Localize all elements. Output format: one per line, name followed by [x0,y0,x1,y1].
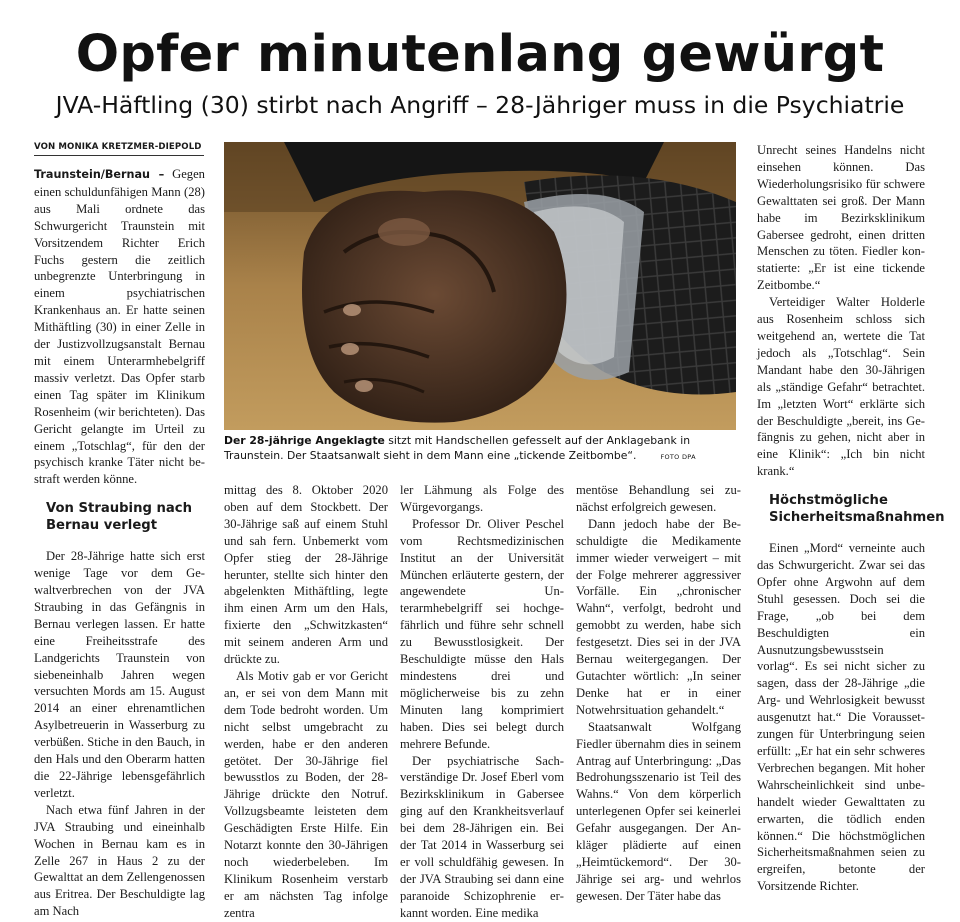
caption-lead: Der 28-jährige Angeklagte [224,434,385,447]
paragraph: Der 28-Jährige hatte sich erst wenige Tage vor dem Gewaltverbrechen von der JVA Straubing in das Gefängnis in Bernau verlegen lassen. Er hatte eine Freiheitsstrafe des Landgerichts Traunstein von siebeneinhalb Jahren wegen versuchten Mords am 15. August 2014 an einer ehrenamtlichen Asylbetreuerin in Wasserburg zu verbüßen. Stiche in den Bauch, in den Hals und den Oberarm hatten die 22-Jährige lebensgefährlich verletzt. [34,549,205,800]
dateline: Traunstein/Bernau – [34,168,165,181]
photo-caption [224,433,736,465]
section-heading-straubing: Von Straubing nach Bernau verlegt [46,501,192,534]
lead-text: Gegen einen schuldunfähigen Mann (28) aus Mali ordnete das Schwurgericht Traunstein mit Vorsitzendem Richter Erich Fuchs gestern die zeitlich unbegrenzte Unterbringung in einem psychiatrischen Krankenhaus an. Er hatte seinen Mithäftling (30) in einer Zelle in der Justizvollzugsanstalt Bernau mit einem Unterarmhebelgriff massiv verletzt. Das Opfer starb einen Tag später im Klinikum Rosenheim (wir berichteten). Das Gericht gelangte im Urteil zu einem „Totschlag“, für den der psychisch kranke Täter nicht bestraft werden könne. [34,167,205,487]
subheadline: JVA-Häftling (30) stirbt nach Angriff – 28-Jähriger muss in die Psychiatrie [55,91,905,119]
paragraph: Als Motiv gab er vor Gericht an, er sei von dem Mann mit dem Tode bedroht worden. Um nicht selbst umgebracht zu werden, habe er den anderen getötet. Der 30-Jährige fiel bewusstlos zu Boden, der 28-Jährige drückte den Notruf. Vollzugsbeamte leisteten dem Geschädigten Erste Hilfe. Ein Notarzt konnte den 30-Jährigen noch wiederbeleben. Im Klinikum Rosenheim verstarb er am nächsten Tag infolge zentra [224,668,388,920]
paragraph: mittag des 8. Oktober 2020 oben auf dem Stockbett. Der 30-Jährige saß auf einem Stuhl und sah fern. Unbemerkt vom Opfer stieg der 28-Jährige herunter, stellte sich hinter den abgelenkten Mithäftling, legte ihm einen Arm um den Hals, fixierte den „Schwitzkasten“ mit seinem anderen Arm und drückte zu. [224,483,388,667]
article-column-2 [224,482,388,922]
paragraph: Staatsanwalt Wolfgang Fiedler übernahm dies in seinem Antrag auf Unterbringung: „Das Bedrohungsszenario ist Teil des Wahns.“ Von dem körperlich unterlegenen Opfer sei keinerlei Gefahr ausgegangen. Der Ankläger plädierte auf einen „Heimtückemord“. Der 30-Jährige sei arg- und wehrlos gewesen. Der Täter habe das [576,719,741,903]
paragraph: Einen „Mord“ verneinte auch das Schwurgericht. Zwar sei das Opfer ohne Argwohn auf dem Stuhl gesessen. Doch sei die Frage, „ob bei dem Beschuldigten ein Ausnutzungsbewusstsein vorlag“. Es sei nicht sicher zu sagen, dass der 28-Jährige „die Arg- und Wehrlosigkeit bewusst ausgenutzt hat.“ Die Voraussetzungen für Unterbringung seien erfüllt: „Er hat ein sehr schweres Verbrechen begangen. Mit hoher Wahrscheinlichkeit sind unbehandelt wieder Gewalttaten zu erwarten, die tödlich enden können.“ Die höchstmöglichen Sicherheitsmaßnahmen seien zu ergreifen, betonte der Vorsitzende Richter. [757,541,925,894]
lead-paragraph [34,166,205,488]
handcuffed-hands-photo-icon [224,142,736,430]
headline: Opfer minutenlang gewürgt [75,25,885,84]
paragraph: Dann jedoch habe der Beschuldigte die Medikamente immer wieder verweigert – mit der Folge mehrerer aggressiver Vorfälle. Ein „chronischer Wahn“, verfolgt, bedroht und gemobbt zu werden, habe sich festgesetzt. Dies sei in der JVA Bernau weitergegangen. Der Gutachter wörtlich: „In seiner Denke hat er in einer Notwehrsituation gehandelt.“ [576,516,741,717]
article-column-4 [576,482,741,905]
paragraph: Nach etwa fünf Jahren in der JVA Straubing und eineinhalb Wochen in Bernau kam es in Zelle 267 in Haus 2 zu der Gewalttat an dem Zellengenossen aus Eritrea. Der Beschuldigte lag am Nach [34,802,205,919]
caption-text: sitzt mit Handschellen gefesselt auf der Anklagebank in Traunstein. Der Staatsanwalt sieht in dem Mann eine „tickende Zeitbombe“. [224,434,691,462]
photo-handcuffed-hands [224,142,736,430]
byline: VON MONIKA KRETZMER-DIEPOLD [34,142,204,156]
paragraph: Unrecht seines Handelns nicht einsehen können. Das Wiederholungsrisiko für schwere Gewalttaten sei groß. Der Mann habe im Bezirksklinikum Gabersee gedroht, einen dritten Menschen zu töten. Fiedler konstatierte: „Er ist eine tickende Zeitbombe.“ [757,143,925,293]
paragraph: Der psychiatrische Sachverständige Dr. Josef Eberl vom Bezirksklinikum in Gabersee ging auf den Krankheitsverlauf bei dem 28-Jährigen ein. Bei der Tat 2014 in Wasserburg sei er voll schuldfähig gewesen. In der JVA Straubing sei dann eine paranoide Schizophrenie erkannt worden. Eine medika [400,753,564,920]
article-column-3 [400,482,564,922]
paragraph: Verteidiger Walter Holderle aus Rosenheim schloss sich weitgehend an, wertete die Tat jedoch als „Totschlag“. Sein Mandant habe den 30-Jährigen als „ständige Gefahr“ betrachtet. Im „letzten Wort“ erklärte sich der Beschuldigte „bereit, ins Gefängnis zu gehen, nicht aber in eine Klinik“: „Ich bin nicht krank.“ [757,295,925,479]
article-column-1 [34,166,205,920]
section-heading-security: Höchstmögliche Sicherheitsmaßnahmen [769,493,945,526]
article-column-5 [757,142,945,895]
paragraph: ler Lähmung als Folge des Würgevorgangs. [400,483,564,514]
paragraph: Professor Dr. Oliver Peschel vom Rechtsmedizinischen Institut an der Universität München erläuterte gestern, der angewendete Unterarmhebelgriff sei hochgefährlich und führe sehr schnell zu Bewusstlosigkeit. Der Beschuldigte müsse den Hals mindestens drei und möglicherweise bis zu zehn Minuten lang komprimiert haben. Dies sei belegt durch mehrere Befunde. [400,516,564,751]
photo-credit: FOTO DPA [660,453,696,461]
paragraph: mentöse Behandlung sei zunächst erfolgreich gewesen. [576,483,741,514]
